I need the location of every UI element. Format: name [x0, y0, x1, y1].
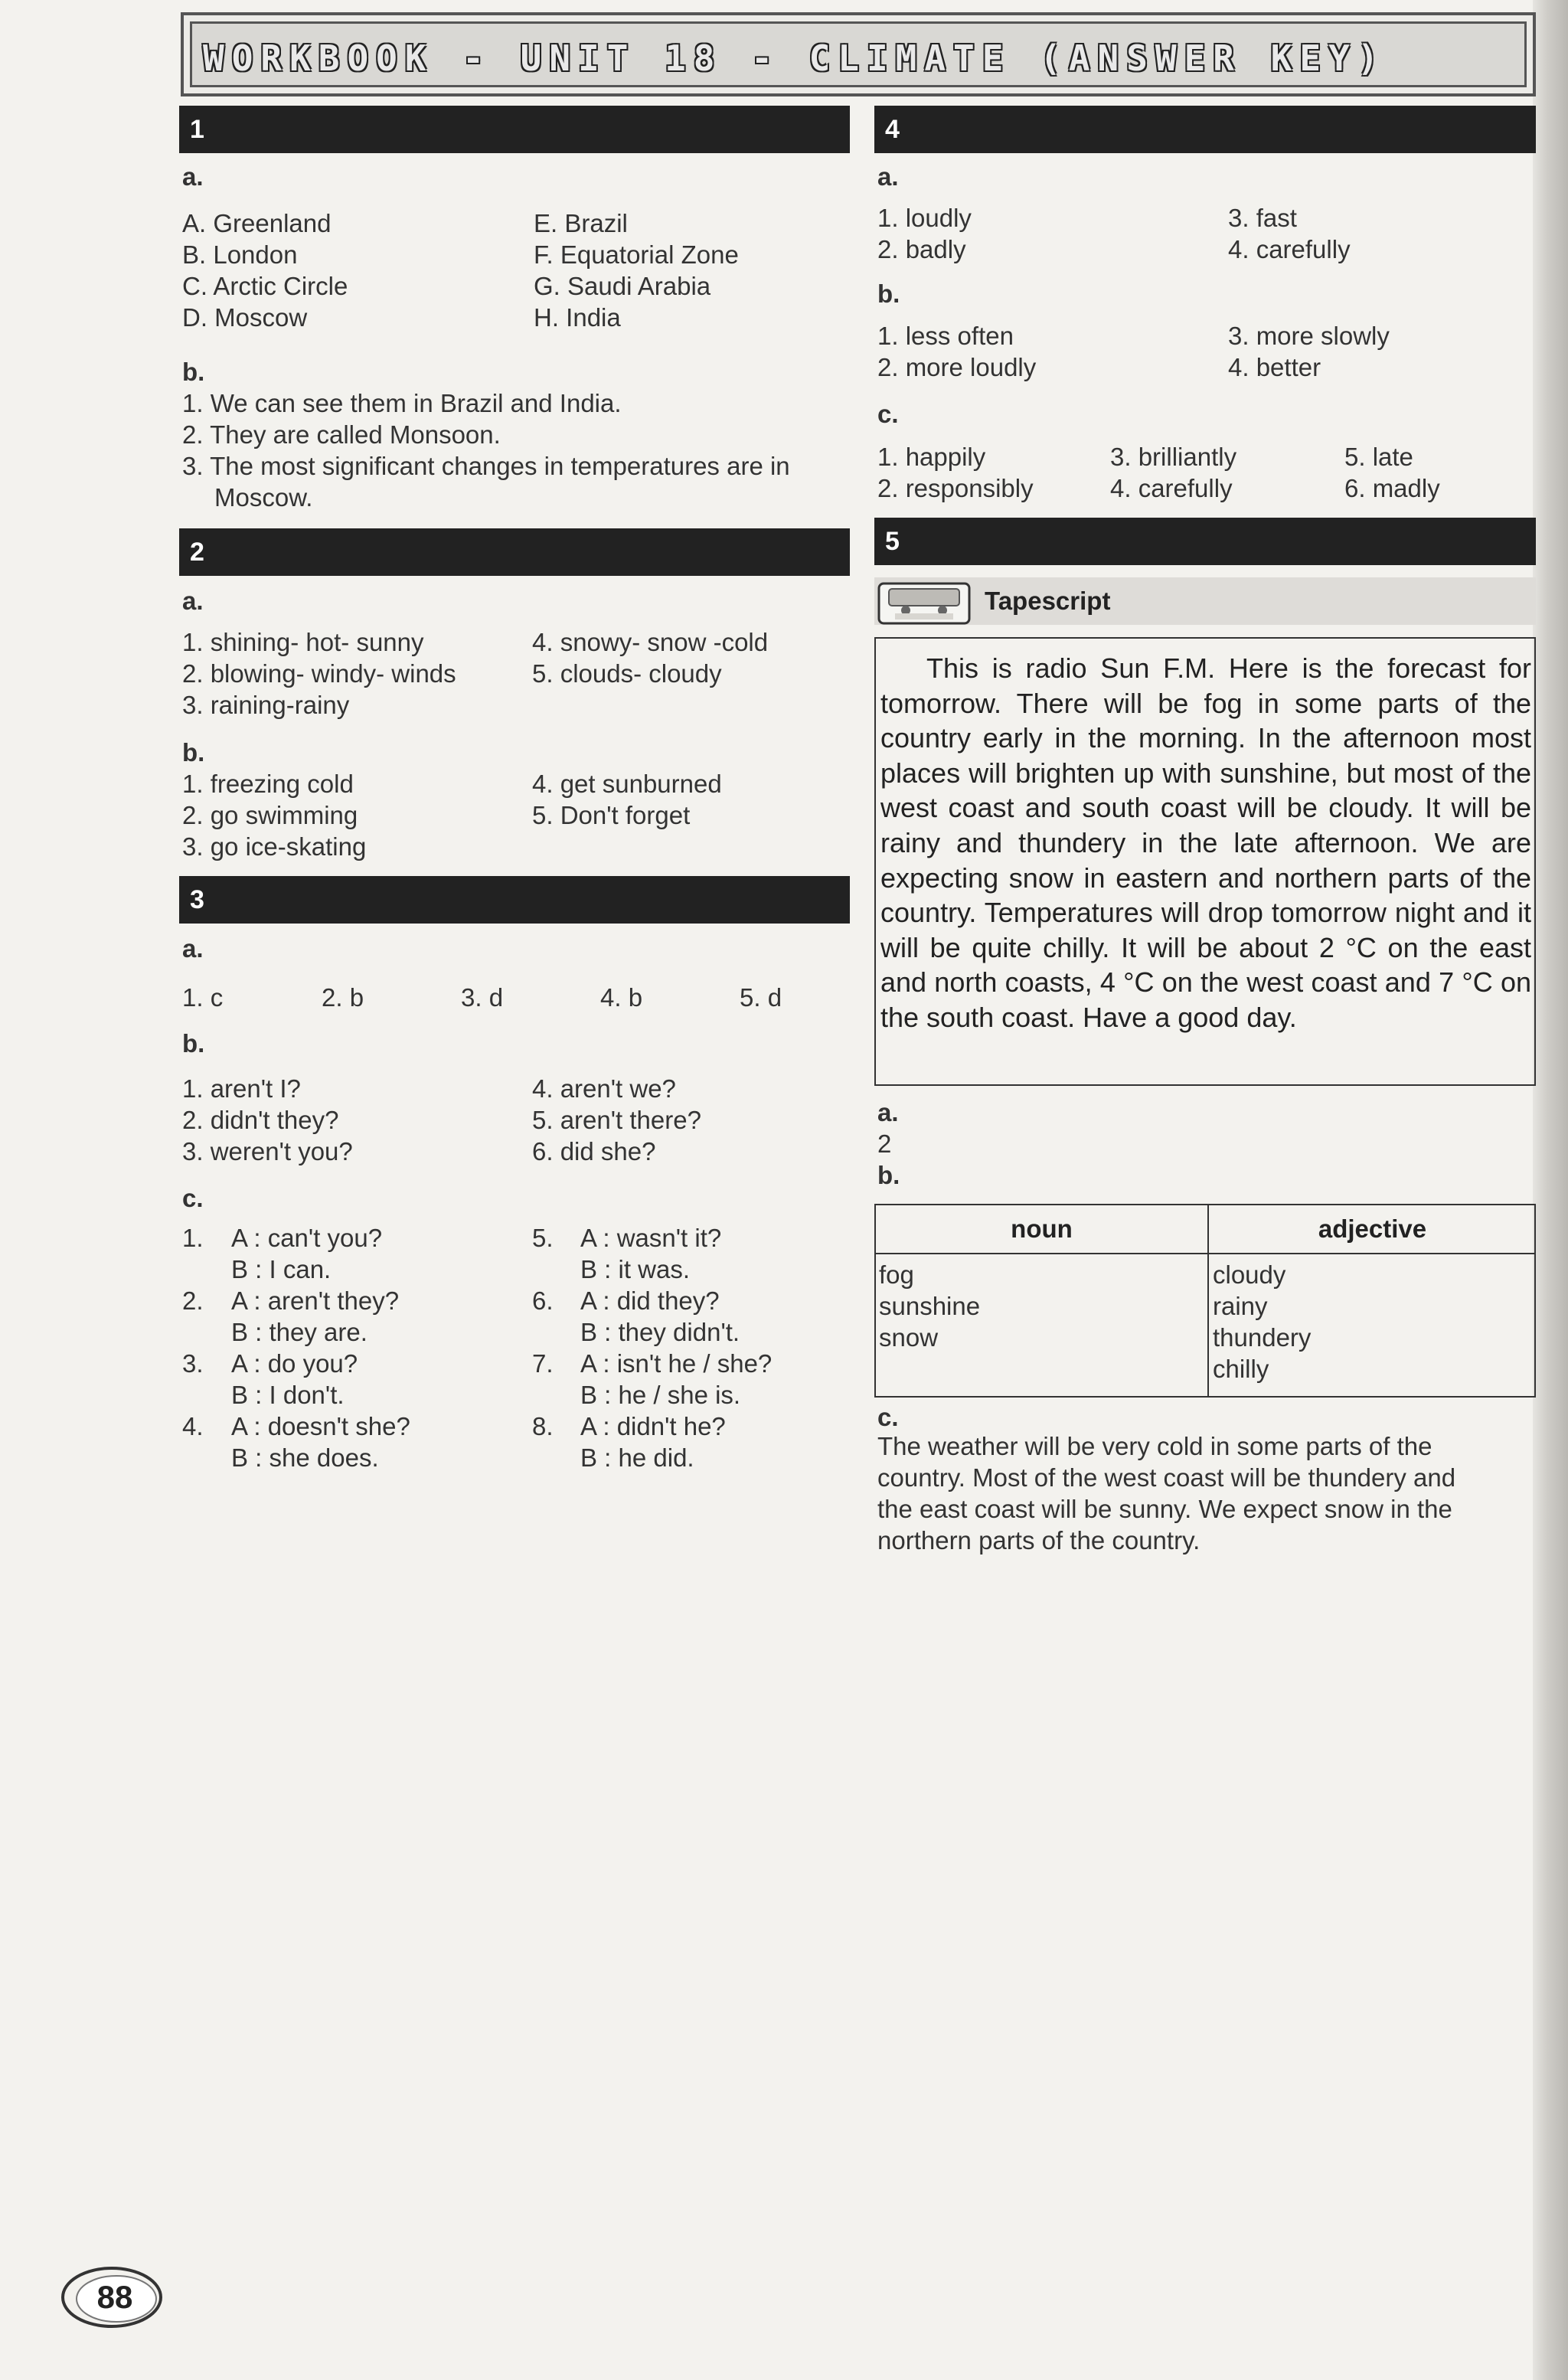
dialogue-b: B : they are.: [231, 1318, 368, 1346]
item-number: 2.: [182, 1286, 204, 1315]
list-item: 1. less often: [877, 322, 1014, 350]
list-item: B. London: [182, 240, 298, 269]
list-item: 3. The most significant changes in temperatures are in: [182, 452, 790, 480]
table-cell: thundery: [1213, 1323, 1312, 1352]
section-4b-label: b.: [877, 280, 900, 308]
dialogue-a: A : wasn't it?: [580, 1224, 722, 1252]
list-item: 4. better: [1228, 353, 1321, 381]
table-cell: chilly: [1213, 1355, 1269, 1383]
noun-adjective-table: [874, 1204, 1536, 1398]
section-number: 5: [885, 527, 900, 556]
list-item: 3. fast: [1228, 204, 1297, 232]
item-number: 4.: [182, 1412, 204, 1440]
table-header-adjective: adjective: [1318, 1215, 1427, 1243]
dialogue-a: A : do you?: [231, 1349, 358, 1378]
section-5c-label: c.: [877, 1403, 899, 1431]
dialogue-a: A : can't you?: [231, 1224, 383, 1252]
tapescript-label: Tapescript: [985, 587, 1111, 615]
list-item: 5. Don't forget: [532, 801, 691, 829]
item-number: 8.: [532, 1412, 554, 1440]
list-item: 6. did she?: [532, 1137, 656, 1165]
tapescript-text: This is radio Sun F.M. Here is the forecast for tomorrow. There will be fog in some parts of the country early in the morning. In the afternoon most places will brighten up with sunshine, but most of the west coast and south coast will be cloudy. It will be rainy and thundery in the late afternoon. We are expecting snow in eastern and northern parts of the country. Temperatures will drop tomorrow night and it will be quite chilly. It will be about 2 °C on the east and north coasts, 4 °C on the west coast and 7 °C on the south coast. Have a good day.: [880, 652, 1531, 1033]
table-cell: snow: [879, 1323, 939, 1352]
dialogue-b: B : they didn't.: [580, 1318, 740, 1346]
list-item-continuation: Moscow.: [214, 483, 313, 512]
list-item: 2. They are called Monsoon.: [182, 420, 501, 449]
tapescript-header: [874, 577, 1536, 625]
list-item: 2. badly: [877, 235, 966, 263]
section-3-header: [179, 876, 850, 924]
item-number: 5.: [532, 1224, 554, 1252]
section-1b-label: b.: [182, 358, 205, 386]
paragraph-line: the east coast will be sunny. We expect snow in the: [877, 1495, 1452, 1523]
page-title: WORKBOOK - UNIT 18 - CLIMATE (ANSWER KEY): [203, 38, 1387, 79]
list-item: 2. b: [322, 983, 364, 1012]
section-3c-label: c.: [182, 1184, 204, 1212]
section-number: 3: [190, 885, 204, 914]
page-number: 88: [96, 2279, 133, 2315]
dialogue-b: B : it was.: [580, 1255, 691, 1283]
dialogue-b: B : I don't.: [231, 1381, 345, 1409]
list-item: 4. get sunburned: [532, 770, 722, 798]
dialogue-b: B : I can.: [231, 1255, 332, 1283]
list-item: 3. weren't you?: [182, 1137, 353, 1165]
list-item: 2. blowing- windy- winds: [182, 659, 456, 688]
item-number: 3.: [182, 1349, 204, 1378]
list-item: 3. go ice-skating: [182, 832, 367, 861]
list-item: 1. freezing cold: [182, 770, 354, 798]
section-3a-label: a.: [182, 934, 204, 963]
list-item: 5. aren't there?: [532, 1106, 701, 1134]
list-item: 3. d: [461, 983, 504, 1012]
list-item: 1. We can see them in Brazil and India.: [182, 389, 622, 417]
section-2a-label: a.: [182, 587, 204, 615]
dialogue-a: A : aren't they?: [231, 1286, 400, 1315]
cassette-tape-icon: [877, 580, 972, 627]
list-item: 4. snowy- snow -cold: [532, 628, 769, 656]
table-cell: cloudy: [1213, 1260, 1286, 1289]
section-4-header: [874, 106, 1536, 153]
section-4a-label: a.: [877, 162, 899, 191]
item-number: 7.: [532, 1349, 554, 1378]
list-item: 5. d: [740, 983, 782, 1012]
list-item: 1. aren't I?: [182, 1074, 301, 1103]
list-item: E. Brazil: [534, 209, 628, 237]
section-2-header: [179, 528, 850, 576]
list-item: 6. madly: [1344, 474, 1440, 502]
title-inner-frame: [190, 21, 1527, 87]
paragraph-line: northern parts of the country.: [877, 1526, 1200, 1555]
dialogue-a: A : isn't he / she?: [580, 1349, 773, 1378]
title-banner: [181, 12, 1536, 96]
section-4c-label: c.: [877, 400, 899, 428]
table-cell: rainy: [1213, 1292, 1268, 1320]
section-5b-label: b.: [877, 1161, 900, 1189]
dialogue-a: A : doesn't she?: [231, 1412, 410, 1440]
list-item: C. Arctic Circle: [182, 272, 348, 300]
list-item: 3. brilliantly: [1110, 443, 1237, 471]
section-number: 1: [190, 115, 204, 144]
table-cell: sunshine: [879, 1292, 981, 1320]
dialogue-a: A : did they?: [580, 1286, 720, 1315]
section-5-header: [874, 518, 1536, 565]
dialogue-b: B : he / she is.: [580, 1381, 741, 1409]
list-item: 2. didn't they?: [182, 1106, 339, 1134]
list-item: 4. aren't we?: [532, 1074, 676, 1103]
dialogue-a: A : didn't he?: [580, 1412, 726, 1440]
list-item: 1. happily: [877, 443, 986, 471]
list-item: H. India: [534, 303, 621, 332]
answer-text: 2: [877, 1130, 892, 1158]
item-number: 6.: [532, 1286, 554, 1315]
table-divider: [876, 1253, 1534, 1254]
page-edge: [1533, 0, 1568, 2380]
list-item: 1. loudly: [877, 204, 972, 232]
list-item: F. Equatorial Zone: [534, 240, 739, 269]
list-item: 2. more loudly: [877, 353, 1037, 381]
list-item: A. Greenland: [182, 209, 332, 237]
list-item: 2. go swimming: [182, 801, 358, 829]
section-2b-label: b.: [182, 738, 205, 767]
list-item: G. Saudi Arabia: [534, 272, 711, 300]
section-number: 2: [190, 538, 204, 567]
table-cell: fog: [879, 1260, 914, 1289]
section-1-header: [179, 106, 850, 153]
list-item: 4. carefully: [1228, 235, 1351, 263]
section-3b-label: b.: [182, 1029, 205, 1058]
section-5a-label: a.: [877, 1098, 899, 1126]
list-item: 3. raining-rainy: [182, 691, 350, 719]
item-number: 1.: [182, 1224, 204, 1252]
list-item: 5. clouds- cloudy: [532, 659, 722, 688]
list-item: D. Moscow: [182, 303, 308, 332]
section-number: 4: [885, 115, 900, 144]
list-item: 2. responsibly: [877, 474, 1034, 502]
list-item: 1. shining- hot- sunny: [182, 628, 424, 656]
list-item: 5. late: [1344, 443, 1413, 471]
paragraph-line: country. Most of the west coast will be thundery and: [877, 1463, 1456, 1492]
list-item: 4. carefully: [1110, 474, 1233, 502]
list-item: 3. more slowly: [1228, 322, 1390, 350]
list-item: 4. b: [600, 983, 643, 1012]
table-header-noun: noun: [1011, 1215, 1073, 1243]
dialogue-b: B : she does.: [231, 1443, 379, 1472]
list-item: 1. c: [182, 983, 224, 1012]
dialogue-b: B : he did.: [580, 1443, 694, 1472]
section-1a-label: a.: [182, 162, 204, 191]
tapescript-box: [874, 637, 1536, 1086]
paragraph-line: The weather will be very cold in some parts of the: [877, 1432, 1432, 1460]
